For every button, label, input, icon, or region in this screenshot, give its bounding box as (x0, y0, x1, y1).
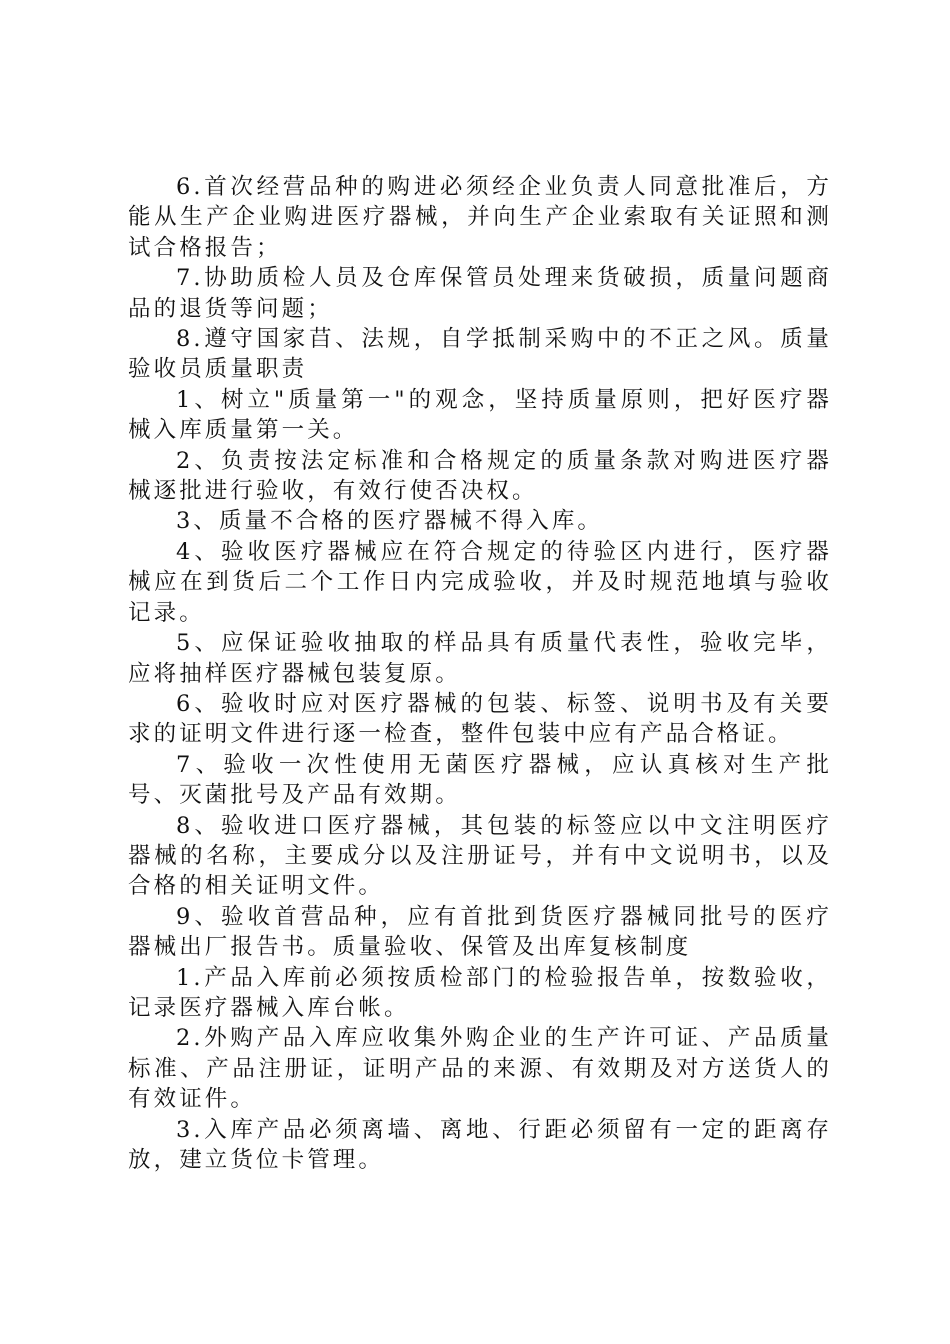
paragraph-12: 9、验收首营品种，应有首批到货医疗器械同批号的医疗器械出厂报告书。质量验收、保管及出库复核制度 (128, 903, 832, 961)
paragraph-4: 1、树立"质量第一"的观念，坚持质量原则，把好医疗器械入库质量第一关。 (128, 386, 832, 444)
paragraph-1: 6.首次经营品种的购进必须经企业负责人同意批准后，方能从生产企业购进医疗器械，并向生产企业索取有关证照和测试合格报告； (128, 174, 832, 261)
paragraph-14: 2.外购产品入库应收集外购企业的生产许可证、产品质量标准、产品注册证，证明产品的来源、有效期及对方送货人的有效证件。 (128, 1025, 832, 1113)
paragraph-11: 8、验收进口医疗器械，其包装的标签应以中文注明医疗器械的名称，主要成分以及注册证号，并有中文说明书，以及合格的相关证明文件。 (128, 812, 832, 900)
paragraph-2: 7.协助质检人员及仓库保管员处理来货破损，质量问题商品的退货等问题； (128, 265, 832, 322)
paragraph-13: 1.产品入库前必须按质检部门的检验报告单，按数验收，记录医疗器械入库台帐。 (128, 964, 832, 1021)
paragraph-8: 5、应保证验收抽取的样品具有质量代表性，验收完毕，应将抽样医疗器械包装复原。 (128, 630, 832, 687)
paragraph-9: 6、验收时应对医疗器械的包装、标签、说明书及有关要求的证明文件进行逐一检查，整件包装中应有产品合格证。 (128, 690, 832, 748)
document-page (128, 172, 832, 1175)
paragraph-5: 2、负责按法定标准和合格规定的质量条款对购进医疗器械逐批进行验收，有效行使否决权。 (128, 447, 832, 505)
paragraph-15: 3.入库产品必须离墙、离地、行距必须留有一定的距离存放，建立货位卡管理。 (128, 1116, 832, 1173)
paragraph-7: 4、验收医疗器械应在符合规定的待验区内进行，医疗器械应在到货后二个工作日内完成验收，并及时规范地填与验收记录。 (128, 538, 832, 626)
paragraph-10: 7、验收一次性使用无菌医疗器械，应认真核对生产批号、灭菌批号及产品有效期。 (128, 751, 832, 809)
paragraph-3: 8.遵守国家䒤、法规，自学抵制采购中的不正之风。质量验收员质量职责 (128, 326, 832, 383)
paragraph-6: 3、质量不合格的医疗器械不得入库。 (176, 508, 604, 535)
